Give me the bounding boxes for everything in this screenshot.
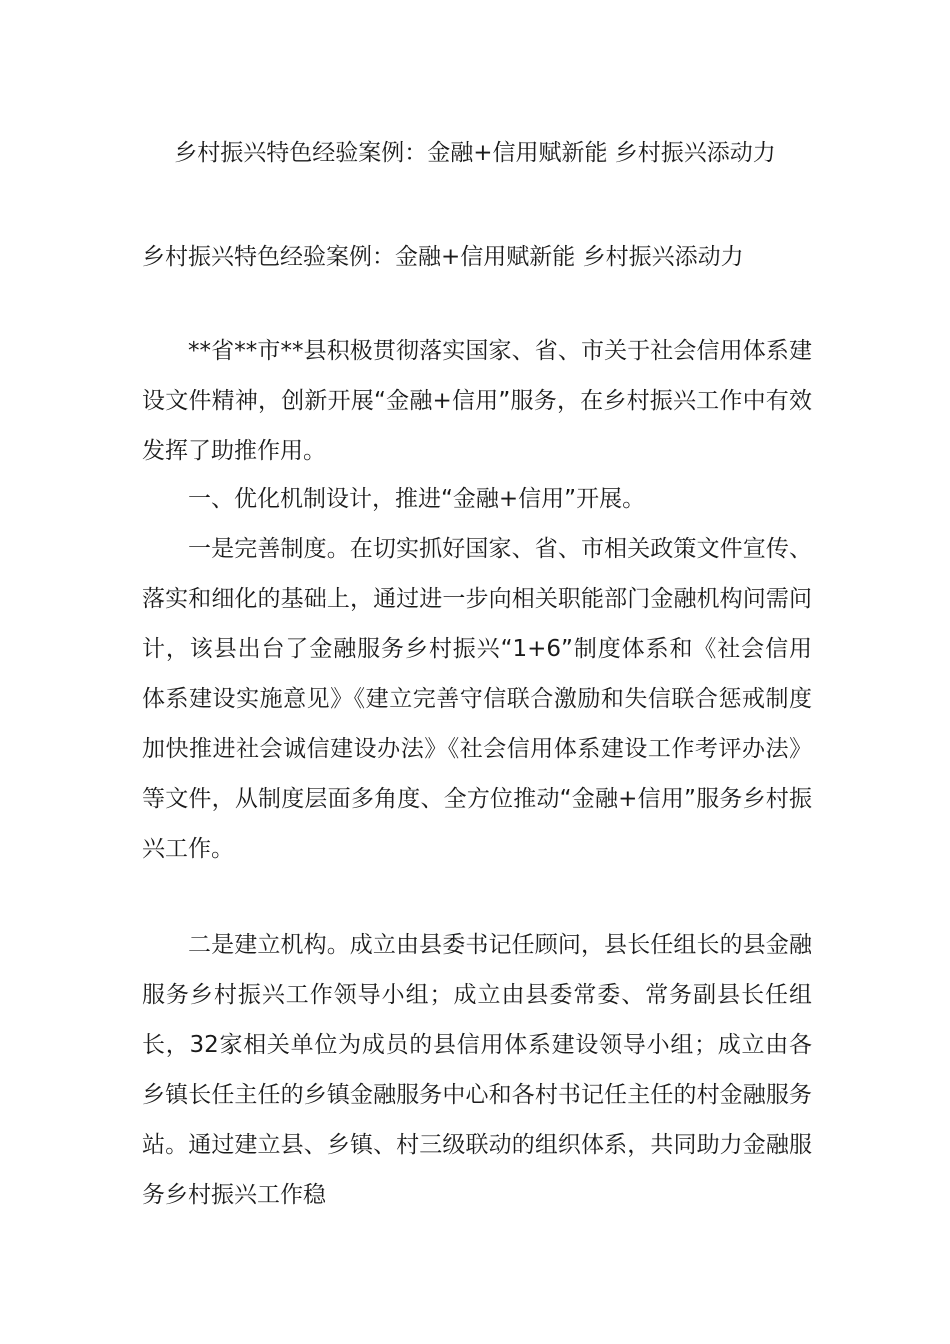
section-heading-1: 一、优化机制设计，推进“金融+信用”开展。 bbox=[188, 486, 646, 512]
paragraph-improve-system: 一是完善制度。在切实抓好国家、省、市相关政策文件宣传、落实和细化的基础上，通过进一步向相关职能部门金融机构问需问计，该县出台了金融服务乡村振兴“1+6”制度体系和《社会信用体系建设实施意见》《建立完善守信联合激励和失信联合惩戒制度加快推进社会诚信建设办法》《社会信用体系建设工作考评办法》等文件，从制度层面多角度、全方位推动“金融+信用”服务乡村振兴工作。 bbox=[142, 536, 812, 862]
document-subtitle: 乡村振兴特色经验案例：金融+信用赋新能 乡村振兴添动力 bbox=[142, 244, 744, 270]
document-title: 乡村振兴特色经验案例：金融+信用赋新能 乡村振兴添动力 bbox=[174, 140, 776, 166]
paragraph-intro: **省**市**县积极贯彻落实国家、省、市关于社会信用体系建设文件精神，创新开展“金融+信用”服务，在乡村振兴工作中有效发挥了助推作用。 bbox=[142, 338, 812, 464]
paragraph-establish-institutions: 二是建立机构。成立由县委书记任顾问，县长任组长的县金融服务乡村振兴工作领导小组；成立由县委常委、常务副县长任组长，32家相关单位为成员的县信用体系建设领导小组；成立由各乡镇长任主任的乡镇金融服务中心和各村书记任主任的村金融服务站。通过建立县、乡镇、村三级联动的组织体系，共同助力金融服务乡村振兴工作稳 bbox=[142, 932, 812, 1208]
